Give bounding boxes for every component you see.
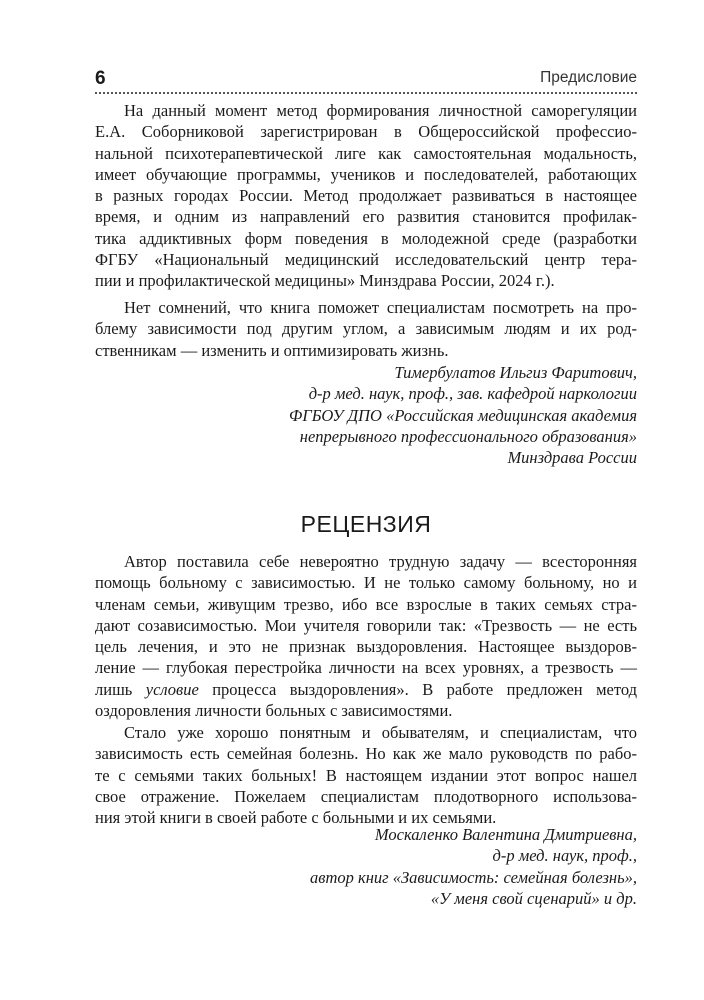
text-line: Стало уже хорошо понятным и обывателям, и специалистам, что bbox=[124, 723, 637, 742]
text-line: ФГБУ «Национальный медицинский исследовательский центр тера- bbox=[95, 250, 637, 270]
signature-line: автор книг «Зависимость: семейная болезнь», bbox=[310, 867, 637, 887]
signature-line: Минздрава России bbox=[507, 448, 637, 468]
review-signature bbox=[187, 824, 637, 909]
signature-name: Тимербулатов Ильгиз Фаритович, bbox=[394, 363, 637, 382]
text-line: время, и одним из направлений его развития становится профилак- bbox=[95, 207, 637, 227]
signature-line: д-р мед. наук, проф., зав. кафедрой наркологии bbox=[308, 384, 637, 404]
page-header bbox=[95, 68, 637, 94]
text-line: Нет сомнений, что книга поможет специалистам посмотреть на про- bbox=[124, 298, 637, 317]
text-line: тика аддиктивных форм поведения в молодежной среде (разработки bbox=[95, 228, 637, 248]
text-fragment: лишь bbox=[95, 679, 146, 699]
review-paragraph-1 bbox=[95, 551, 637, 721]
page-number: 6 bbox=[95, 68, 106, 89]
preface-paragraph-1 bbox=[95, 100, 637, 292]
text-line: те с семьями таких больных! В настоящем издании этот вопрос нашел bbox=[95, 765, 637, 785]
text-line: в разных городах России. Метод продолжает развиваться в настоящее bbox=[95, 186, 637, 206]
signature-line: непрерывного профессионального образования» bbox=[299, 426, 637, 446]
text-line: оздоровления личности больных с зависимостями. bbox=[95, 701, 453, 721]
text-line: зависимость есть семейная болезнь. Но как же мало руководств по рабо- bbox=[95, 744, 637, 764]
text-line: ственникам — изменить и оптимизировать жизнь. bbox=[95, 340, 449, 360]
review-title: РЕЦЕНЗИЯ bbox=[300, 511, 432, 537]
text-line: имеет обучающие программы, учеников и последователей, работающих bbox=[95, 164, 637, 184]
signature-name: Москаленко Валентина Дмитриевна, bbox=[374, 825, 637, 844]
signature-line: «У меня свой сценарий» и др. bbox=[430, 888, 637, 908]
text-line: Автор поставила себе невероятно трудную задачу — всесторонняя bbox=[124, 552, 637, 571]
text-line: цель лечения, и это не признак выздоровления. Настоящее выздоров- bbox=[95, 637, 637, 657]
text-line: ление — глубокая перестройка личности на всех уровнях, а трезвость — bbox=[95, 658, 637, 678]
text-line: пии и профилактической медицины» Минздрава России, 2024 г.). bbox=[95, 271, 555, 291]
text-line: блему зависимости под другим углом, а зависимым людям и их род- bbox=[95, 319, 637, 339]
text-line: Е.А. Соборниковой зарегистрирован в Общероссийской профессио- bbox=[95, 122, 637, 142]
text-line: дают созависимостью. Мои учителя говорили так: «Трезвость — не есть bbox=[95, 615, 637, 635]
preface-signature bbox=[187, 362, 637, 468]
running-head: Предисловие bbox=[540, 69, 637, 86]
text-line: На данный момент метод формирования личностной саморегуляции bbox=[124, 101, 637, 120]
text-fragment: процесса выздоровления». В работе предложен метод bbox=[198, 679, 637, 699]
text-line: свое отражение. Пожелаем специалистам плодотворного использова- bbox=[95, 786, 637, 806]
text-line: помощь больному с зависимостью. И не только самому больному, но и bbox=[95, 573, 637, 593]
header-dotted-rule bbox=[95, 92, 637, 94]
signature-line: д-р мед. наук, проф., bbox=[492, 846, 637, 866]
signature-line: ФГБОУ ДПО «Российская медицинская академия bbox=[289, 405, 637, 425]
review-paragraph-2 bbox=[95, 722, 637, 828]
text-line: нальной психотерапевтической лиге как самостоятельная модальность, bbox=[95, 143, 637, 163]
text-line: членам семьи, живущим трезво, ибо все взрослые в таких семьях стра- bbox=[95, 594, 637, 614]
text-line bbox=[95, 679, 637, 700]
italic-term: условие bbox=[145, 679, 199, 699]
text-line: ния этой книги в своей работе с больными и их семьями. bbox=[95, 808, 497, 828]
preface-paragraph-2 bbox=[95, 297, 637, 361]
